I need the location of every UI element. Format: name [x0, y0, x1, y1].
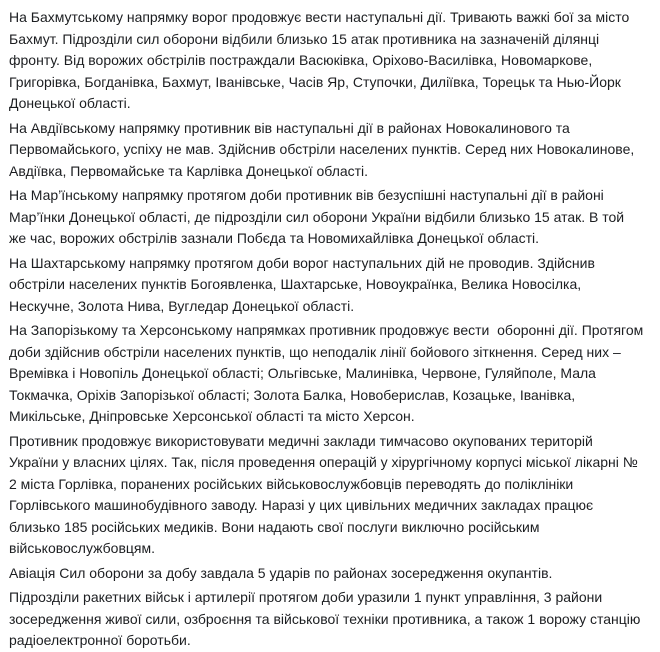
paragraph-missile-artillery-strikes: Підрозділи ракетних військ і артилерії протягом доби уразили 1 пункт управління, 3 райони зосередження живої сили, озброєння та військової техніки противника, а також 1 ворожу станцію радіоелектронної боротьби. — [9, 589, 645, 648]
paragraph-bakhmut-direction: На Бахмутському напрямку ворог продовжує вести наступальні дії. Тривають важкі бої за місто Бахмут. Підрозділи сил оборони відбили близько 15 атак противника на зазначеній ділянці фронту. Від ворожих обстрілів постраждали Васюківка, Оріхово-Василівка, Новомаркове, Григорівка, Богданівка, Бахмут, Іванівське, Часів Яр, Ступочки, Диліївка, Торецьк та Нью-Йорк Донецької області. — [9, 9, 634, 111]
paragraph-aviation-strikes: Авіація Сил оборони за добу завдала 5 ударів по районах зосередження окупантів. — [9, 564, 553, 581]
paragraph-medical-facilities: Противник продовжує використовувати медичні заклади тимчасово окупованих територій України у власних цілях. Так, після проведення операцій у хірургічному корпусі міської лікарні № 2 міста Горлівка, поранених російських військовослужбовців переводять до поліклініки Горлівського машинобудівного заводу. Наразі у цих цивільних медичних закладах працює близько 185 російських медиків. Вони надають свої послуги виключно російським військовослужбовцям. — [9, 432, 642, 556]
paragraph-shakhtarsk-direction: На Шахтарському напрямку протягом доби ворог наступальних дій не проводив. Здійснив обстріли населених пунктів Богоявленка, Шахтарське, Новоукраїнка, Велика Новосілка, Нескучне, Золота Нива, Вугледар Донецької області. — [9, 254, 599, 314]
paragraph-zaporizhzhia-kherson-direction: На Запорізькому та Херсонському напрямках противник продовжує вести оборонні дії. Протягом доби здійснив обстріли населених пунктів, що неподалік лінії бойового зіткнення. Серед них – Времівка і Новопіль Донецької області; Ольгівське, Малинівка, Червоне, Гуляйполе, Мала Токмачка, Оріхів Запорізької області; Золота Балка, Новоберислав, Козацьке, Іванівка, Микільське, Дніпровське Херсонської області та місто Херсон. — [9, 322, 648, 424]
paragraph-marinka-direction: На Мар’їнському напрямку протягом доби противник вів безуспішні наступальні дії в районі Мар’їнки Донецької області, де підрозділи сил оборони України відбили близько 15 атак. В той же час, ворожих обстрілів зазнали Побєда та Новомихайлівка Донецької області. — [9, 187, 629, 246]
paragraph-avdiivka-direction: На Авдіївському напрямку противник вів наступальні дії в районах Новокалинового та Первомайського, успіху не мав. Здійснив обстріли населених пунктів. Серед них Новокалинове, Авдіївка, Первомайське та Карлівка Донецької області. — [9, 119, 639, 179]
